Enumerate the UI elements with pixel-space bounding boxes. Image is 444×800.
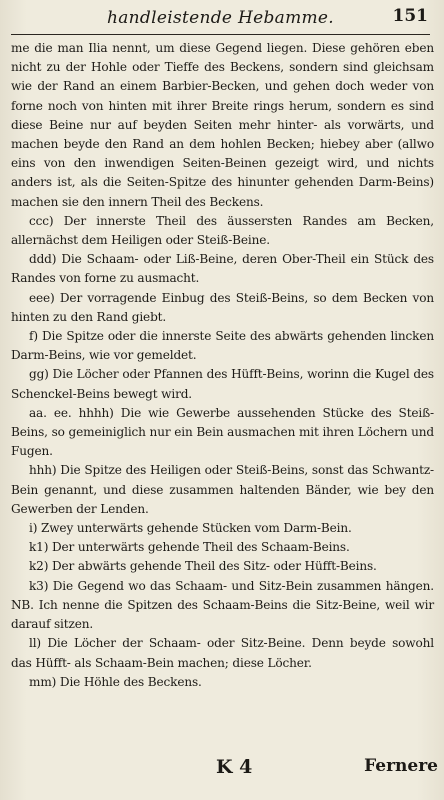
paragraph: i) Zwey unterwärts gehende Stücken vom Darm-Bein. bbox=[29, 521, 352, 536]
paragraph: ll) Die Löcher der Schaam- oder Sitz-Beine. Denn beyde sowohl das Hüfft- als Schaam-Bein machen; diese Löcher. bbox=[11, 636, 434, 670]
paragraph: k1) Der unterwärts gehende Theil des Schaam-Beins. bbox=[29, 540, 350, 555]
paragraph: aa. ee. hhhh) Die wie Gewerbe aussehenden Stücke des Steiß-Beins, so gemeiniglich nur ein Bein ausmachen mit ihren Löchern und Fugen. bbox=[11, 405, 434, 459]
paragraph: gg) Die Löcher oder Pfannen des Hüfft-Beins, worinn die Kugel des Schenckel-Beins bewegt wird. bbox=[11, 367, 434, 401]
paragraph: me die man Ilia nennt, um diese Gegend liegen. Diese gehören eben nicht zu der Hohle oder Tieffe des Beckens, sondern sind gleichsam wie der Rand an einem Barbier-Becken, und gehen doch weder von forne noch von hinten mit ihrer Breite rings herum, sondern es sind diese Beine nur auf beyden Seiten mehr hinter- als vorwärts, und machen beyde den Rand an dem hohlen Becken; hiebey aber (allwo eins von den inwendigen Seiten-Beinen gezeigt wird, und nichts anders ist, als die Seiten-Spitze des hinunter gehenden Darm-Beins) machen sie den innern Theil des Beckens. bbox=[11, 41, 434, 209]
paragraph: f) Die Spitze oder die innerste Seite des abwärts gehenden lincken Darm-Beins, wie vor gemeldet. bbox=[11, 329, 434, 363]
running-head: handleistende Hebamme. bbox=[107, 8, 334, 28]
paragraph: k2) Der abwärts gehende Theil des Sitz- oder Hüfft-Beins. bbox=[29, 559, 377, 574]
paragraph: k3) Die Gegend wo das Schaam- und Sitz-Bein zusammen hängen. NB. Ich nenne die Spitzen des Schaam-Beins die Sitz-Beine, weil wir darauf sitzen. bbox=[11, 578, 434, 632]
page-footer bbox=[0, 756, 444, 786]
signature-mark: K 4 bbox=[216, 756, 253, 778]
body-text bbox=[11, 39, 434, 692]
catchword: Fernere bbox=[364, 756, 438, 776]
page-number: 151 bbox=[392, 6, 428, 26]
paragraph: hhh) Die Spitze des Heiligen oder Steiß-Beins, sonst das Schwantz-Bein genannt, und diese zusammen haltenden Bänder, wie bey den Gewerben der Lenden. bbox=[11, 463, 434, 516]
paragraph: eee) Der vorragende Einbug des Steiß-Beins, so dem Becken von hinten zu den Rand giebt. bbox=[11, 290, 434, 324]
page-header bbox=[11, 6, 430, 35]
paragraph: ccc) Der innerste Theil des äussersten Randes am Becken, allernächst dem Heiligen oder Steiß-Beine. bbox=[11, 213, 434, 248]
paragraph: ddd) Die Schaam- oder Liß-Beine, deren Ober-Theil ein Stück des Randes von forne zu ausmacht. bbox=[11, 252, 434, 286]
paragraph: mm) Die Höhle des Beckens. bbox=[29, 674, 202, 689]
